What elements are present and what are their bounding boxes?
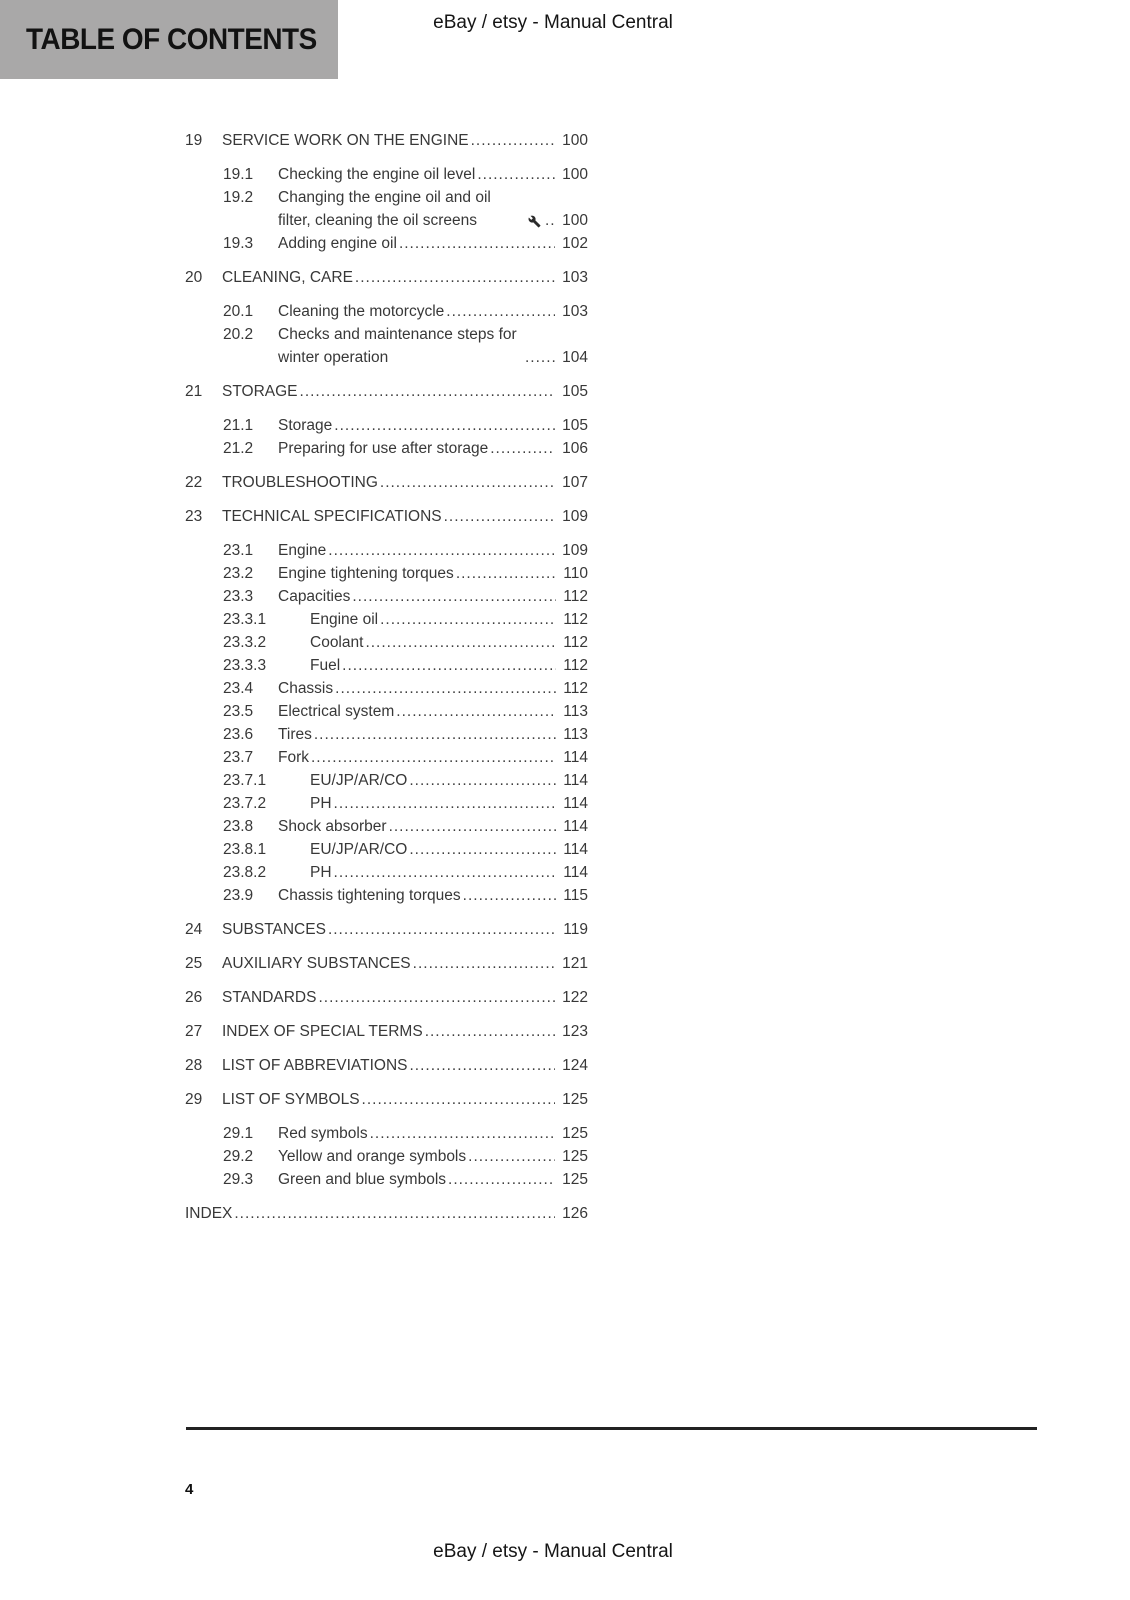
dot-leader [413,952,555,975]
dot-leader [355,266,555,289]
toc-entry-title: Preparing for use after storage [278,440,489,457]
toc-entry-title: Green and blue symbols [278,1171,447,1188]
toc-entry-page: 105 [562,383,588,400]
toc-entry [185,437,588,460]
toc-entry-page: 126 [562,1205,588,1222]
toc-entry-title: Red symbols [278,1125,368,1142]
dot-leader [389,815,557,838]
footer-rule [186,1427,1037,1430]
toc-entry-page: 100 [562,132,588,149]
dot-leader [409,838,556,861]
toc-entry-number: 23.6 [223,726,254,743]
toc-entry-page: 125 [562,1171,588,1188]
toc-entry-body [278,414,588,437]
toc-entry [185,792,588,815]
toc-entry-body [222,266,588,289]
toc-entry-number: 23.3.2 [223,634,267,651]
toc-entry [185,323,588,369]
toc-entry-title: Adding engine oil [278,235,397,252]
toc-entry-body [278,723,588,746]
toc-entry [185,300,588,323]
toc-entry-title: SUBSTANCES [222,921,326,938]
toc-entry [185,1054,588,1077]
dot-leader [370,1122,556,1145]
dot-leader [328,918,556,941]
dot-leader [314,723,556,746]
toc-entry-page: 107 [562,474,588,491]
dot-leader [334,861,557,884]
dot-leader [446,300,555,323]
toc-entry-number: 23.5 [223,703,254,720]
toc-entry-number: 23.4 [223,680,254,697]
toc-entry-body [278,1122,588,1145]
toc-entry-body [278,437,588,460]
toc-entry-title: PH [310,795,332,812]
toc-entry-number: 29 [185,1091,203,1108]
toc-entry-page: 115 [563,887,588,904]
dot-leader [425,1020,555,1043]
toc-entry-body [278,700,588,723]
toc-entry-title: Capacities [278,588,351,605]
toc-entry-page: 100 [562,166,588,183]
toc-entry-page: 100 [562,212,588,229]
toc-entry-number: 21.1 [223,417,254,434]
toc-entry-title: INDEX [185,1205,233,1222]
toc-entry-number: 23.1 [223,542,254,559]
toc-entry-number: 23.7 [223,749,254,766]
toc-entry-title: STORAGE [222,383,298,400]
toc-entry [185,631,588,654]
toc-entry-page: 112 [563,680,588,697]
toc-list [185,129,588,1236]
toc-entry-title: EU/JP/AR/CO [310,772,408,789]
toc-entry [185,884,588,907]
toc-entry-page: 114 [563,864,588,881]
toc-entry [185,608,588,631]
dot-leader [362,1088,556,1111]
toc-entry-body [310,631,588,654]
toc-entry-page: 114 [563,841,588,858]
toc-entry-page: 123 [562,1023,588,1040]
page-title: TABLE OF CONTENTS [26,22,317,56]
toc-entry-title: Checks and maintenance steps for winter operation [278,326,517,366]
dot-leader [477,163,555,186]
toc-entry-title: Electrical system [278,703,395,720]
toc-entry [185,539,588,562]
toc-entry-body [278,323,588,369]
toc-entry-title: Engine tightening torques [278,565,454,582]
toc-entry-body [310,838,588,861]
toc-entry-number: 21 [185,383,203,400]
header-title-box [0,0,338,79]
toc-entry-page: 112 [563,657,588,674]
dot-leader [352,585,556,608]
dot-leader [365,631,556,654]
toc-entry [185,838,588,861]
toc-entry-body [278,562,588,585]
dot-leader [380,471,555,494]
toc-entry [185,266,588,289]
toc-entry [185,723,588,746]
toc-entry-number: 23.9 [223,887,254,904]
toc-entry-number: 19.3 [223,235,254,252]
toc-entry-body [222,129,588,152]
toc-entry-body [222,505,588,528]
wrench-icon [528,215,541,228]
toc-entry-page: 106 [562,440,588,457]
toc-entry-number: 21.2 [223,440,254,457]
dot-leader [335,677,556,700]
toc-entry-body [310,769,588,792]
toc-entry [185,815,588,838]
toc-entry [185,986,588,1009]
toc-entry-title: Cleaning the motorcycle [278,303,445,320]
toc-entry-page: 125 [562,1148,588,1165]
toc-entry-page: 119 [563,921,588,938]
toc-entry-number: 26 [185,989,203,1006]
toc-entry [185,129,588,152]
toc-entry-body [278,677,588,700]
toc-entry-body [278,1168,588,1191]
dot-leader [342,654,556,677]
toc-entry [185,585,588,608]
dot-leader [399,232,555,255]
toc-entry-page: 105 [562,417,588,434]
toc-entry-number: 28 [185,1057,203,1074]
toc-entry-title: Engine [278,542,327,559]
toc-entry [185,414,588,437]
toc-entry [185,1088,588,1111]
toc-entry-body [185,1202,588,1225]
toc-entry [185,952,588,975]
toc-entry-body [278,232,588,255]
toc-entry-body [222,952,588,975]
toc-entry-page: 125 [562,1091,588,1108]
toc-entry-title: Chassis [278,680,334,697]
toc-entry-body [222,471,588,494]
toc-entry-title: Yellow and orange symbols [278,1148,467,1165]
toc-entry-number: 20.2 [223,326,254,343]
toc-entry-number: 20 [185,269,203,286]
dot-leader [456,562,556,585]
toc-entry-page: 110 [563,565,588,582]
toc-entry-page: 112 [563,611,588,628]
toc-entry-number: 19.1 [223,166,254,183]
toc-entry-body [278,186,588,232]
dot-leader [471,129,556,152]
toc-entry-title: LIST OF ABBREVIATIONS [222,1057,408,1074]
toc-entry-number: 23.2 [223,565,254,582]
toc-entry-title: Storage [278,417,333,434]
toc-entry-title: Changing the engine oil and oil filter, cleaning the oil screens [278,189,491,229]
dot-leader [463,884,557,907]
toc-entry-title: Coolant [310,634,364,651]
dot-leader [409,769,556,792]
toc-entry-title: Engine oil [310,611,379,628]
header-watermark: eBay / etsy - Manual Central [433,12,673,33]
toc-entry-body [222,918,588,941]
dot-leader [545,209,555,232]
toc-entry-number: 23.3 [223,588,254,605]
toc-entry [185,186,588,232]
toc-entry-page: 103 [562,269,588,286]
toc-entry-title: TECHNICAL SPECIFICATIONS [222,508,442,525]
toc-entry-page: 112 [563,634,588,651]
toc-entry-body [278,884,588,907]
dot-leader [311,746,556,769]
toc-entry-body [278,163,588,186]
toc-entry-page: 114 [563,749,588,766]
toc-entry-title: LIST OF SYMBOLS [222,1091,360,1108]
toc-entry-body [278,539,588,562]
toc-entry-page: 113 [563,703,588,720]
toc-entry-title: SERVICE WORK ON THE ENGINE [222,132,469,149]
toc-entry-number: 19 [185,132,203,149]
toc-entry-title: Tires [278,726,312,743]
dot-leader [396,700,556,723]
toc-entry [185,562,588,585]
dot-leader [380,608,556,631]
toc-entry-title: Chassis tightening torques [278,887,461,904]
toc-entry [185,505,588,528]
toc-entry-page: 109 [562,508,588,525]
toc-entry-number: 23.8 [223,818,254,835]
toc-entry-title: EU/JP/AR/CO [310,841,408,858]
toc-entry-title: TROUBLESHOOTING [222,474,378,491]
dot-leader [444,505,556,528]
toc-entry-page: 122 [562,989,588,1006]
toc-entry-body [310,792,588,815]
toc-entry-number: 22 [185,474,203,491]
toc-entry [185,918,588,941]
toc-entry-number: 29.1 [223,1125,254,1142]
toc-entry [185,654,588,677]
toc-entry-number: 19.2 [223,189,254,206]
toc-entry-title: Fuel [310,657,341,674]
dot-leader [334,414,555,437]
toc-entry [185,1202,588,1225]
toc-entry-body [222,380,588,403]
dot-leader [409,1054,555,1077]
dot-leader [490,437,555,460]
toc-entry-page: 102 [562,235,588,252]
toc-entry-page: 125 [562,1125,588,1142]
toc-entry-page: 114 [563,818,588,835]
toc-entry-page: 103 [562,303,588,320]
toc-entry-title: CLEANING, CARE [222,269,353,286]
toc-entry-title: PH [310,864,332,881]
toc-entry [185,769,588,792]
toc-entry-number: 23.7.1 [223,772,267,789]
toc-entry-page: 124 [562,1057,588,1074]
toc-entry [185,1145,588,1168]
toc-entry-number: 24 [185,921,203,938]
toc-entry-number: 27 [185,1023,203,1040]
toc-entry [185,746,588,769]
dot-leader [300,380,556,403]
toc-entry-body [278,1145,588,1168]
toc-entry-number: 29.3 [223,1171,254,1188]
toc-entry-body [222,1088,588,1111]
toc-entry-body [278,300,588,323]
toc-entry-body [222,1020,588,1043]
footer-watermark: eBay / etsy - Manual Central [433,1541,673,1562]
toc-entry-page: 114 [563,772,588,789]
toc-entry [185,700,588,723]
dot-leader [468,1145,555,1168]
toc-entry-number: 29.2 [223,1148,254,1165]
toc-entry-body [310,608,588,631]
toc-entry-number: 20.1 [223,303,254,320]
toc-entry [185,380,588,403]
toc-entry-title: STANDARDS [222,989,317,1006]
toc-entry-number: 23.8.2 [223,864,267,881]
toc-entry-title: Fork [278,749,309,766]
toc-entry-title: Checking the engine oil level [278,166,476,183]
toc-entry-page: 113 [563,726,588,743]
toc-entry-number: 23 [185,508,203,525]
toc-entry [185,1122,588,1145]
dot-leader [234,1202,555,1225]
toc-entry-number: 23.8.1 [223,841,267,858]
toc-entry [185,861,588,884]
dot-leader [328,539,555,562]
toc-entry-number: 23.3.1 [223,611,267,628]
toc-entry-body [278,815,588,838]
toc-entry-body [278,746,588,769]
dot-leader [448,1168,555,1191]
dot-leader [334,792,557,815]
toc-entry-number: 25 [185,955,203,972]
toc-entry-title: Shock absorber [278,818,387,835]
toc-entry-page: 121 [562,955,588,972]
toc-entry-page: 112 [563,588,588,605]
toc-entry-body [310,654,588,677]
dot-leader [525,346,555,369]
toc-entry-number: 23.3.3 [223,657,267,674]
dot-leader [318,986,555,1009]
toc-entry [185,1020,588,1043]
toc-entry-body [222,1054,588,1077]
toc-entry [185,471,588,494]
toc-entry-body [278,585,588,608]
toc-entry [185,163,588,186]
toc-entry [185,1168,588,1191]
toc-entry [185,677,588,700]
page-number: 4 [185,1481,194,1498]
toc-entry-title: AUXILIARY SUBSTANCES [222,955,411,972]
toc-entry [185,232,588,255]
toc-entry-body [310,861,588,884]
toc-entry-body [222,986,588,1009]
toc-entry-number: 23.7.2 [223,795,267,812]
toc-entry-title: INDEX OF SPECIAL TERMS [222,1023,423,1040]
toc-entry-page: 109 [562,542,588,559]
toc-entry-page: 114 [563,795,588,812]
toc-entry-page: 104 [562,349,588,366]
